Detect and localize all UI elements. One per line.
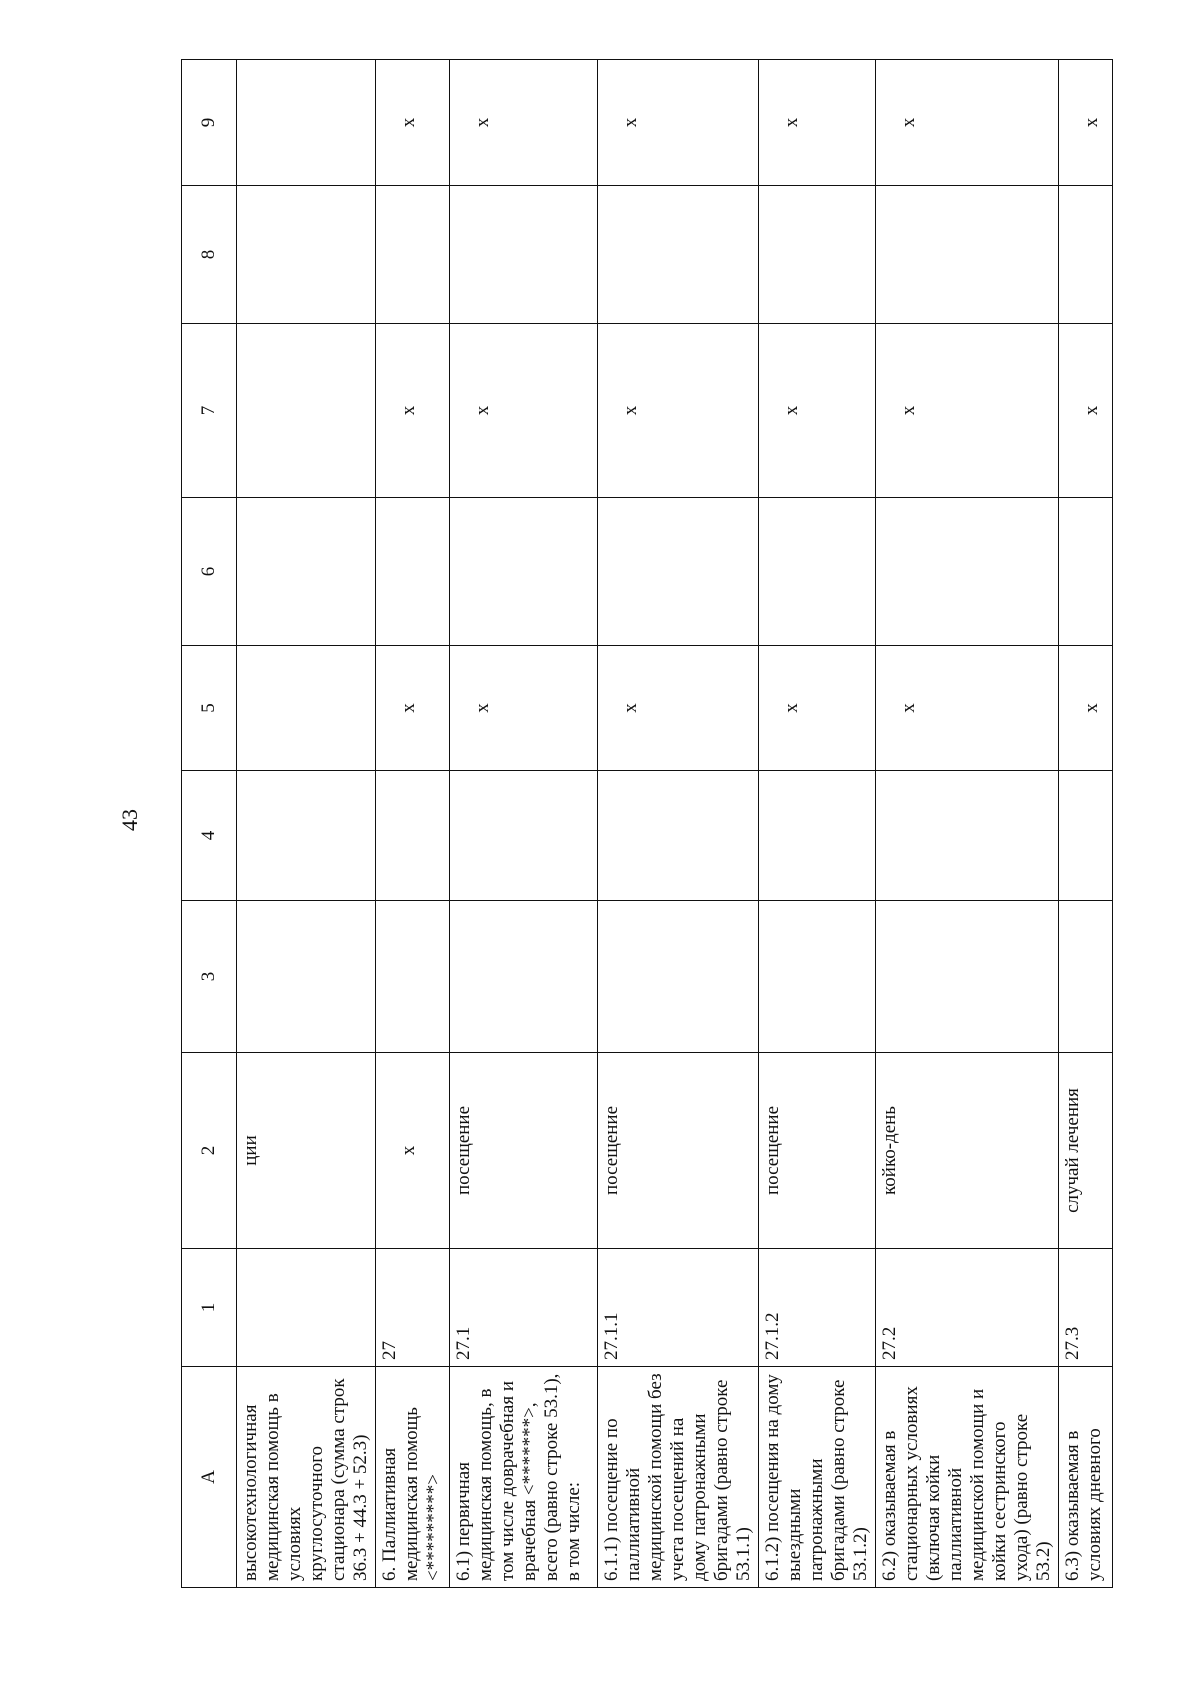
value-cell bbox=[876, 771, 1059, 901]
value-cell bbox=[450, 498, 598, 646]
value-cell bbox=[876, 186, 1059, 324]
value-cell bbox=[759, 771, 876, 901]
table-row bbox=[598, 60, 759, 1588]
value-cell bbox=[237, 646, 376, 771]
value-cell bbox=[759, 498, 876, 646]
value-cell bbox=[237, 901, 376, 1053]
value-cell bbox=[876, 498, 1059, 646]
unit-cell: койко-день bbox=[876, 1053, 1059, 1249]
row-label: 6.1) первичная медицинская помощь, в том числе доврачебная и врачебная <*******>, всего (равно строке 53.1), в том числе: bbox=[450, 1367, 598, 1588]
value-cell: x bbox=[876, 324, 1059, 498]
value-cell bbox=[598, 186, 759, 324]
table-row bbox=[376, 60, 450, 1588]
value-cell: x bbox=[759, 324, 876, 498]
unit-cell: посещение bbox=[598, 1053, 759, 1249]
data-table bbox=[181, 59, 1113, 1588]
value-cell bbox=[237, 186, 376, 324]
value-cell bbox=[759, 186, 876, 324]
row-label: 6. Паллиативная медицинская помощь <*********> bbox=[376, 1367, 450, 1588]
column-header-4: 4 bbox=[182, 771, 237, 901]
column-header-1: 1 bbox=[182, 1249, 237, 1367]
value-cell bbox=[450, 771, 598, 901]
page-number: 43 bbox=[117, 809, 142, 831]
value-cell: x bbox=[598, 646, 759, 771]
value-cell: x bbox=[759, 646, 876, 771]
column-header-5: 5 bbox=[182, 646, 237, 771]
unit-cell: посещение bbox=[450, 1053, 598, 1249]
column-header-9: 9 bbox=[182, 60, 237, 186]
unit-cell: ции bbox=[237, 1053, 376, 1249]
row-number: 27.3 bbox=[1059, 1249, 1113, 1367]
value-cell bbox=[450, 186, 598, 324]
table-row bbox=[1059, 60, 1113, 1588]
value-cell bbox=[450, 901, 598, 1053]
row-label: 6.1.2) посещения на дому выездными патронажными бригадами (равно строке 53.1.2) bbox=[759, 1367, 876, 1588]
unit-cell: посещение bbox=[759, 1053, 876, 1249]
row-number bbox=[237, 1249, 376, 1367]
value-cell: x bbox=[876, 646, 1059, 771]
value-cell bbox=[237, 60, 376, 186]
value-cell bbox=[237, 771, 376, 901]
value-cell: x bbox=[876, 60, 1059, 186]
value-cell: x bbox=[598, 60, 759, 186]
table-row bbox=[237, 60, 376, 1588]
row-label: 6.2) оказываемая в стационарных условиях (включая койки паллиативной медицинской помощи и койки сестринского ухода) (равно строке 53.2) bbox=[876, 1367, 1059, 1588]
rotated-table-container bbox=[181, 60, 1105, 1588]
table-row bbox=[450, 60, 598, 1588]
value-cell: x bbox=[759, 60, 876, 186]
value-cell bbox=[237, 324, 376, 498]
value-cell bbox=[598, 498, 759, 646]
value-cell: x bbox=[376, 646, 450, 771]
value-cell bbox=[1059, 186, 1113, 324]
value-cell: x bbox=[1059, 324, 1113, 498]
value-cell bbox=[376, 771, 450, 901]
value-cell bbox=[1059, 771, 1113, 901]
row-number: 27 bbox=[376, 1249, 450, 1367]
value-cell: x bbox=[450, 646, 598, 771]
row-label: 6.1.1) посещение по паллиативной медицинской помощи без учета посещений на дому патронажными бригадами (равно строке 53.1.1) bbox=[598, 1367, 759, 1588]
row-number: 27.1 bbox=[450, 1249, 598, 1367]
value-cell: x bbox=[450, 60, 598, 186]
value-cell bbox=[876, 901, 1059, 1053]
unit-cell: x bbox=[376, 1053, 450, 1249]
column-header-a: A bbox=[182, 1367, 237, 1588]
row-number: 27.2 bbox=[876, 1249, 1059, 1367]
column-header-6: 6 bbox=[182, 498, 237, 646]
column-header-3: 3 bbox=[182, 901, 237, 1053]
row-number: 27.1.1 bbox=[598, 1249, 759, 1367]
value-cell: x bbox=[376, 324, 450, 498]
unit-cell: случай лечения bbox=[1059, 1053, 1113, 1249]
row-label: высокотехнологичная медицинская помощь в условиях круглосуточного стационара (сумма строк 36.3 + 44.3 + 52.3) bbox=[237, 1367, 376, 1588]
header-row bbox=[182, 60, 237, 1588]
row-number: 27.1.2 bbox=[759, 1249, 876, 1367]
value-cell bbox=[1059, 901, 1113, 1053]
value-cell bbox=[237, 498, 376, 646]
value-cell: x bbox=[1059, 646, 1113, 771]
table-row bbox=[759, 60, 876, 1588]
row-label: 6.3) оказываемая в условиях дневного bbox=[1059, 1367, 1113, 1588]
value-cell bbox=[598, 901, 759, 1053]
value-cell bbox=[376, 186, 450, 324]
value-cell bbox=[376, 498, 450, 646]
value-cell: x bbox=[598, 324, 759, 498]
value-cell bbox=[759, 901, 876, 1053]
value-cell bbox=[598, 771, 759, 901]
value-cell: x bbox=[1059, 60, 1113, 186]
value-cell bbox=[376, 901, 450, 1053]
column-header-7: 7 bbox=[182, 324, 237, 498]
value-cell: x bbox=[376, 60, 450, 186]
table-row bbox=[876, 60, 1059, 1588]
value-cell bbox=[1059, 498, 1113, 646]
value-cell: x bbox=[450, 324, 598, 498]
column-header-8: 8 bbox=[182, 186, 237, 324]
column-header-2: 2 bbox=[182, 1053, 237, 1249]
